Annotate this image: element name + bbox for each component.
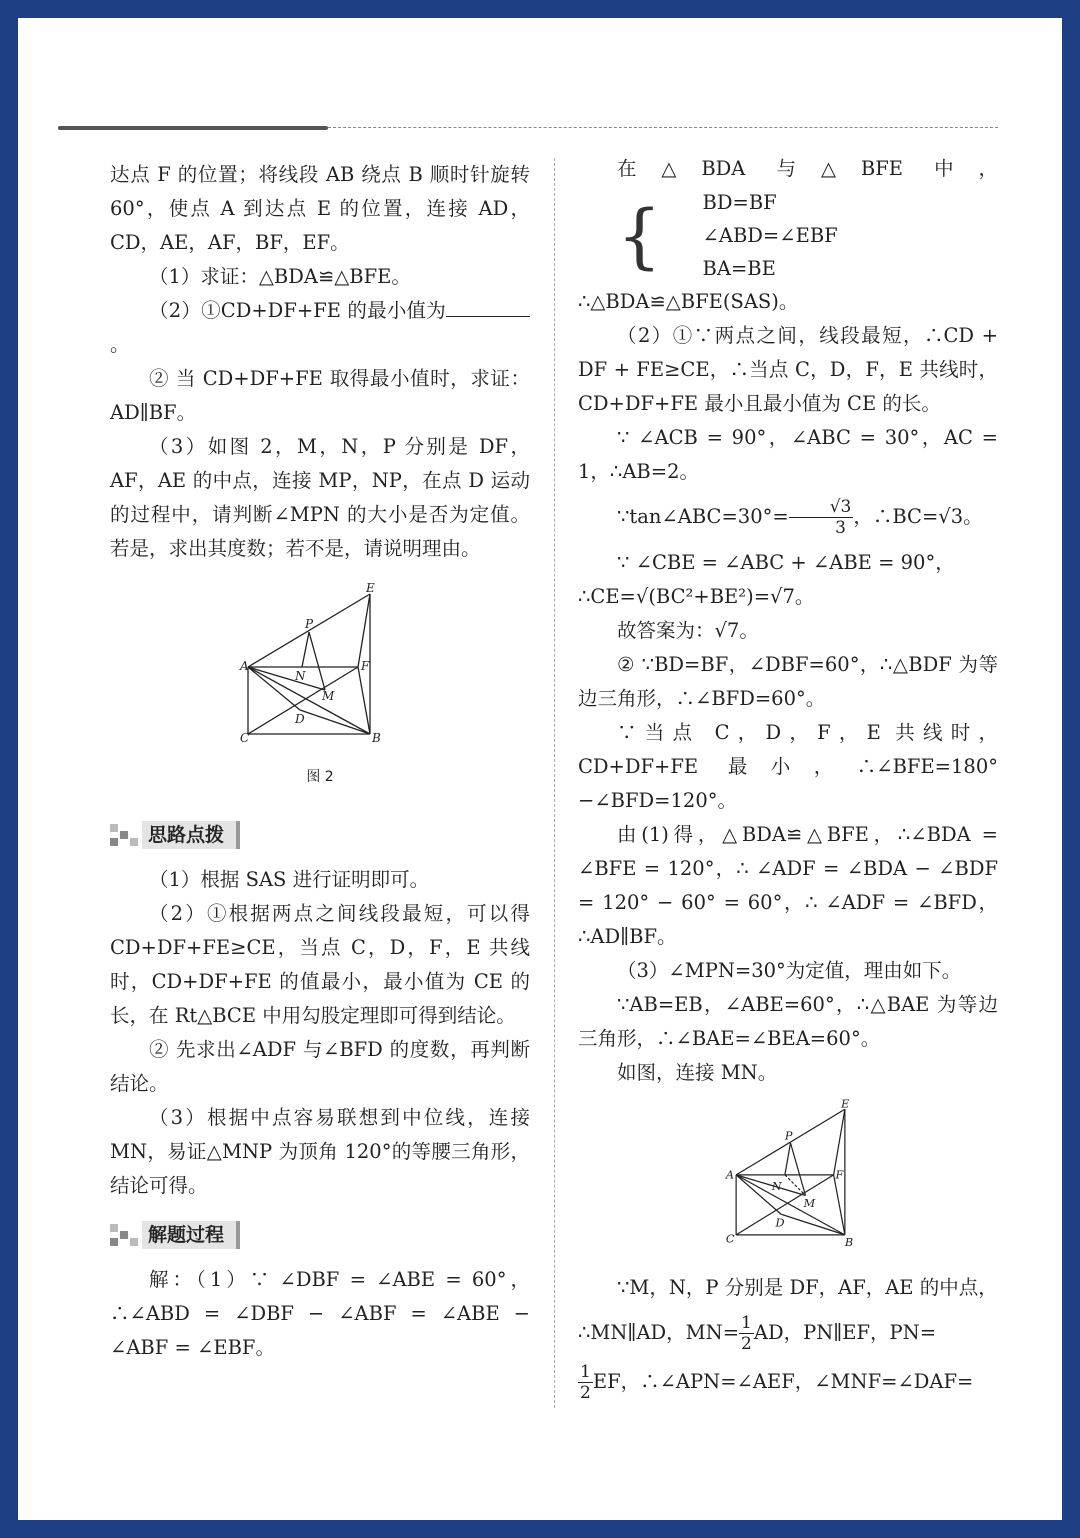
solution-3: （3）∠MPN=30°为定值，理由如下。: [617, 959, 962, 982]
solution-ce: ∴CE=√(BC²+BE²)=√7。: [578, 585, 815, 608]
header-rule: [58, 126, 998, 130]
column-divider: [554, 158, 555, 1408]
problem-text: 达点 F 的位置；将线段 AB 绕点 B 顺时针旋转 60°，使点 A 到达点 E 的位置，连接 AD，CD，AE，AF，BF，EF。: [110, 163, 530, 254]
hint-3: ② 先求出∠ADF 与∠BFD 的度数，再判断结论。: [110, 1038, 530, 1095]
geometry-figure: [240, 581, 400, 752]
svg-text:M: M: [803, 1196, 816, 1210]
svg-text:C: C: [725, 1232, 735, 1246]
solution-mn: ∴MN∥AD，MN= $\frac{1}{2}$ AD，PN∥EF，PN=: [578, 1313, 937, 1354]
section-solution-header: [110, 1221, 530, 1249]
book-page: [18, 18, 1062, 1520]
brace-line: BD=BF: [702, 191, 777, 214]
brace-line: ∠ABD=∠EBF: [702, 224, 838, 247]
solution-bae: ∵AB=EB，∠ABE=60°，∴△BAE 为等边三角形，∴∠BAE=∠BEA=60°。: [578, 993, 998, 1050]
question-1: （1）求证：△BDA≌△BFE。: [149, 265, 411, 288]
figure-caption: 图 2: [306, 769, 334, 785]
geometry-figure-solution: [723, 1098, 873, 1248]
right-column: [578, 158, 998, 1403]
svg-text:D: D: [775, 1216, 785, 1230]
svg-text:B: B: [372, 731, 381, 745]
question-2-2: ② 当 CD+DF+FE 取得最小值时，求证：AD∥BF。: [110, 367, 530, 424]
figure-2: [110, 581, 530, 787]
svg-text:F: F: [835, 1168, 844, 1182]
section-hint-header: [110, 821, 530, 849]
hint-4: （3）根据中点容易联想到中位线，连接 MN，易证△MNP 为顶角 120°的等腰三角形，结论可得。: [110, 1106, 530, 1197]
svg-text:D: D: [295, 712, 305, 726]
congruence-result: ∴△BDA≌△BFE(SAS)。: [578, 290, 799, 313]
svg-text:E: E: [841, 1097, 850, 1111]
svg-text:P: P: [784, 1129, 793, 1143]
solution-pn: $\frac{1}{2}$ EF，∴∠APN=∠AEF，∠MNF=∠DAF=: [580, 1362, 974, 1403]
svg-text:N: N: [295, 669, 306, 683]
solution-2-2: ② ∵BD=BF，∠DBF=60°，∴△BDF 为等边三角形，∴∠BFD=60°。: [578, 653, 998, 710]
solution-2-1: （2）①∵两点之间，线段最短，∴CD + DF + FE≥CE，∴当点 C，D，F，E 共线时，CD+DF+FE 最小且最小值为 CE 的长。: [578, 324, 998, 415]
solution-ab: ∵ ∠ACB = 90°，∠ABC = 30°，AC = 1，∴AB=2。: [578, 426, 998, 483]
solution-answer: 故答案为：√7。: [617, 619, 759, 642]
svg-text:A: A: [725, 1168, 734, 1182]
solution-midpoints: ∵M，N，P 分别是 DF，AF，AE 的中点，: [617, 1276, 998, 1299]
svg-text:A: A: [240, 659, 249, 673]
svg-text:P: P: [305, 617, 314, 631]
svg-text:B: B: [844, 1236, 854, 1250]
hint-1: （1）根据 SAS 进行证明即可。: [149, 868, 430, 891]
section-solution-title: 解题过程: [142, 1221, 240, 1249]
question-3: （3）如图 2，M，N，P 分别是 DF，AF，AE 的中点，连接 MP，NP，在点 D 运动的过程中，请判断∠MPN 的大小是否为定值。若是，求出其度数；若不是，请说明理由。: [110, 435, 530, 560]
brace-system: 在△BDA 与△BFE 中， { BD=BF ∠ABD=∠EBF BA=BE: [578, 152, 998, 285]
solution-bfe: ∵当点 C，D，F，E 共线时，CD+DF+FE 最小，∴∠BFE=180°−∠BFD=120°。: [578, 721, 998, 812]
svg-text:M: M: [322, 689, 335, 703]
answer-blank: [446, 298, 530, 317]
solution-tan: ∵tan∠ABC=30°= $\frac{√3}{3}$ ，∴BC=√3。: [617, 497, 983, 538]
svg-text:C: C: [240, 731, 250, 745]
hint-2: （2）①根据两点之间线段最短，可以得 CD+DF+FE≥CE，当点 C，D，F，E 共线时，CD+DF+FE 的值最小，最小值为 CE 的长，在 Rt△BCE 中用勾股定理即可得到结论。: [110, 902, 530, 1027]
section-icon: [110, 824, 138, 846]
question-2-1: （2）①CD+DF+FE 的最小值为。: [110, 294, 530, 362]
svg-text:N: N: [771, 1179, 782, 1193]
solution-connect: 如图，连接 MN。: [617, 1061, 778, 1084]
figure-solution: [598, 1098, 998, 1259]
brace-line: BA=BE: [702, 257, 776, 280]
svg-text:E: E: [366, 581, 375, 595]
solution-start: 解：（1）∵ ∠DBF = ∠ABE = 60°，∴∠ABD = ∠DBF − ∠ABF = ∠ABE − ∠ABF = ∠EBF。: [110, 1268, 530, 1359]
section-icon: [110, 1224, 138, 1246]
solution-adf: 由(1)得，△BDA≌△BFE，∴∠BDA = ∠BFE = 120°，∴ ∠ADF = ∠BDA − ∠BDF = 120° − 60° = 60°，∴ ∠ADF = ∠BFD，∴AD∥BF。: [578, 823, 998, 948]
left-column: [110, 158, 530, 1365]
solution-cbe: ∵ ∠CBE = ∠ABC + ∠ABE = 90°，: [617, 551, 955, 574]
svg-text:F: F: [361, 659, 370, 673]
section-hint-title: 思路点拨: [142, 821, 240, 849]
